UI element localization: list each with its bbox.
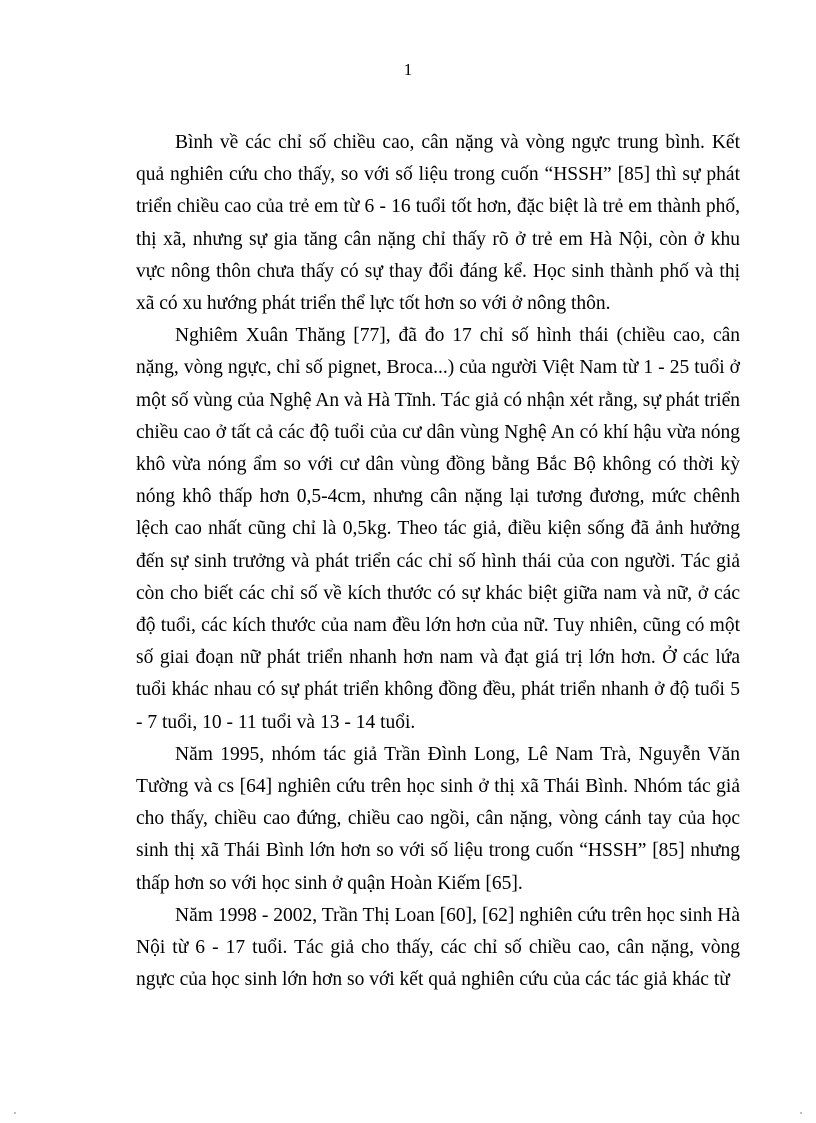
paragraph-3: Năm 1995, nhóm tác giả Trần Đình Long, Lê Nam Trà, Nguyễn Văn Tường và cs [64] nghiên cứu trên học sinh ở thị xã Thái Bình. Nhóm tác giả cho thấy, chiều cao đứng, chiều cao ngồi, cân nặng, vòng cánh tay của học sinh thị xã Thái Bình lớn hơn so với số liệu trong cuốn “HSSH” [85] nhưng thấp hơn so với học sinh ở quận Hoàn Kiếm [65]. bbox=[136, 743, 740, 894]
body-text bbox=[136, 127, 740, 996]
page-number: 1 bbox=[403, 60, 413, 79]
paragraph-4: Năm 1998 - 2002, Trần Thị Loan [60], [62] nghiên cứu trên học sinh Hà Nội từ 6 - 17 tuổi. Tác giả cho thấy, các chỉ số chiều cao, cân nặng, vòng ngực của học sinh lớn hơn so với kết quả nghiên cứu của các tác giả khác từ bbox=[136, 904, 740, 991]
crop-mark-left bbox=[14, 1112, 16, 1114]
paragraph-1: Bình về các chỉ số chiều cao, cân nặng và vòng ngực trung bình. Kết quả nghiên cứu cho thấy, so với số liệu trong cuốn “HSSH” [85] thì sự phát triển chiều cao của trẻ em từ 6 - 16 tuổi tốt hơn, đặc biệt là trẻ em thành phố, thị xã, nhưng sự gia tăng cân nặng chỉ thấy rõ ở trẻ em Hà Nội, còn ở khu vực nông thôn chưa thấy có sự thay đổi đáng kể. Học sinh thành phố và thị xã có xu hướng phát triển thể lực tốt hơn so với ở nông thôn. bbox=[136, 132, 740, 315]
crop-mark-right bbox=[800, 1112, 802, 1114]
paragraph-2: Nghiêm Xuân Thăng [77], đã đo 17 chỉ số hình thái (chiều cao, cân nặng, vòng ngực, chỉ số pignet, Broca...) của người Việt Nam từ 1 - 25 tuổi ở một số vùng của Nghệ An và Hà Tĩnh. Tác giả có nhận xét rằng, sự phát triển chiều cao ở tất cả các độ tuổi của cư dân vùng Nghệ An có khí hậu vừa nóng khô vừa nóng ẩm so với cư dân vùng đồng bằng Bắc Bộ không có thời kỳ nóng khô thấp hơn 0,5-4cm, nhưng cân nặng lại tương đương, mức chênh lệch cao nhất cũng chỉ là 0,5kg. Theo tác giả, điều kiện sống đã ảnh hưởng đến sự sinh trưởng và phát triển các chỉ số hình thái của con người. Tác giả còn cho biết các chỉ số về kích thước có sự khác biệt giữa nam và nữ, ở các độ tuổi, các kích thước của nam đều lớn hơn của nữ. Tuy nhiên, cũng có một số giai đoạn nữ phát triển nhanh hơn nam và đạt giá trị lớn hơn. Ở các lứa tuổi khác nhau có sự phát triển không đồng đều, phát triển nhanh ở độ tuổi 5 - 7 tuổi, 10 - 11 tuổi và 13 - 14 tuổi. bbox=[136, 325, 740, 733]
